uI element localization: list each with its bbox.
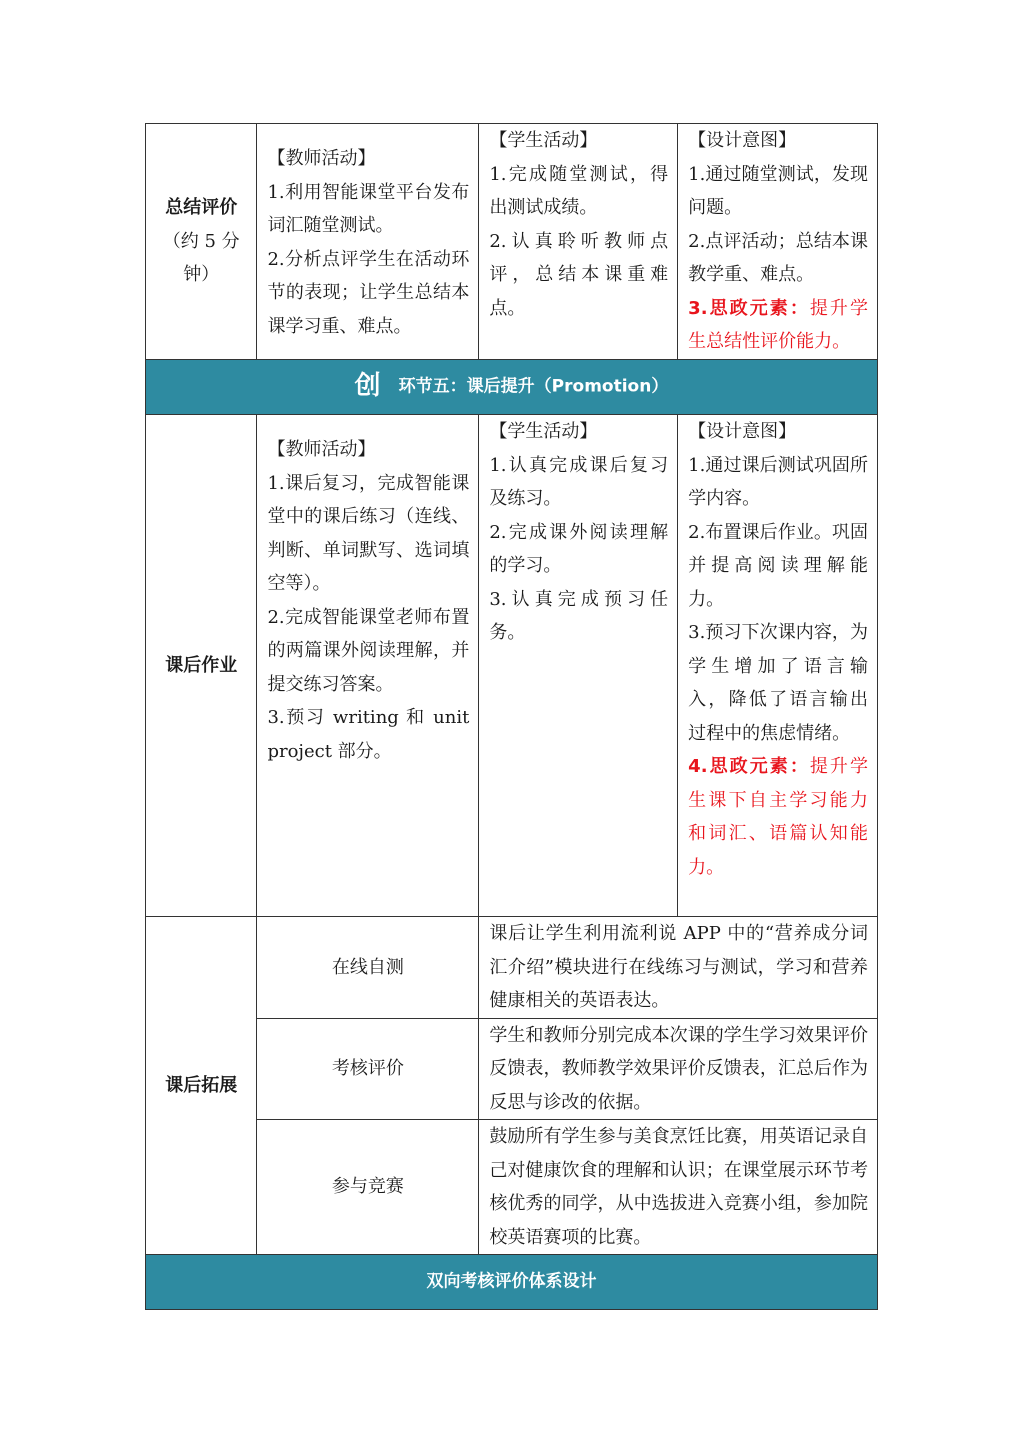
footer-band-cell [146, 1255, 878, 1310]
student-heading: 【学生活动】 [489, 130, 598, 151]
design-item: 3.预习下次课内容，为学生增加了语言输入，降低了语言输出过程中的焦虑情绪。 [688, 622, 868, 744]
ideology-element [688, 292, 868, 359]
extension-text: 课后让学生利用流利说 APP 中的“营养成分词汇介绍”模块进行在线练习与测试，学习和营养健康相关的英语表达。 [479, 917, 878, 1019]
student-item: 2.认真聆听教师点评，总结本课重难点。 [489, 230, 669, 319]
homework-row [146, 415, 878, 917]
student-activity-cell [479, 415, 678, 917]
summary-row [146, 124, 878, 360]
student-item: 2.完成课外阅读理解的学习。 [489, 521, 669, 576]
extension-text: 鼓励所有学生参与美食烹饪比赛，用英语记录自己对健康饮食的理解和认识；在课堂展示环节考核优秀的同学，从中选拔进入竞赛小组，参加院校英语赛项的比赛。 [479, 1120, 878, 1255]
stage-cell [146, 124, 257, 360]
teacher-heading: 【教师活动】 [267, 148, 376, 169]
design-intent-cell [678, 124, 878, 360]
design-item: 2.点评活动；总结本课教学重、难点。 [688, 230, 868, 285]
extension-label: 考核评价 [257, 1018, 479, 1120]
footer-band [146, 1255, 878, 1310]
ideology-text: 提升学生总结性评价能力。 [688, 297, 868, 352]
design-item: 1.通过随堂测试，发现问题。 [688, 163, 868, 218]
student-activity-cell [479, 124, 678, 360]
teacher-item: 2.完成智能课堂老师布置的两篇课外阅读理解，并提交练习答案。 [267, 606, 470, 695]
stage-name: 课后拓展 [165, 1074, 238, 1096]
teacher-heading: 【教师活动】 [267, 439, 376, 460]
design-heading: 【设计意图】 [688, 130, 797, 151]
section-band-cell [146, 360, 878, 415]
ideology-text: 提升学生课下自主学习能力和词汇、语篇认知能力。 [688, 756, 868, 878]
teacher-item: 1.利用智能课堂平台发布词汇随堂测试。 [267, 181, 470, 236]
section-title: 环节五：课后提升（Promotion） [398, 376, 669, 397]
footer-title: 双向考核评价体系设计 [426, 1271, 597, 1292]
extension-label: 参与竞赛 [257, 1120, 479, 1255]
stage-name: 课后作业 [165, 654, 238, 676]
teacher-item: 3.预习 writing 和 unit project 部分。 [267, 707, 470, 762]
student-item: 1.完成随堂测试，得出测试成绩。 [489, 163, 669, 218]
extension-text: 学生和教师分别完成本次课的学生学习效果评价反馈表，教师教学效果评价反馈表，汇总后作为反思与诊改的依据。 [479, 1018, 878, 1120]
stage-cell [146, 415, 257, 917]
teacher-activity-cell [257, 415, 479, 917]
student-heading: 【学生活动】 [489, 421, 598, 442]
extension-label: 在线自测 [257, 917, 479, 1019]
teacher-item: 2.分析点评学生在活动环节的表现；让学生总结本课学习重、难点。 [267, 248, 470, 337]
teacher-activity-cell [257, 124, 479, 360]
section-character: 创 [354, 371, 381, 402]
student-item: 1.认真完成课后复习及练习。 [489, 454, 669, 509]
design-heading: 【设计意图】 [688, 421, 797, 442]
stage-name: 总结评价 [165, 197, 238, 219]
section-band [146, 360, 878, 415]
student-item: 3.认真完成预习任务。 [489, 588, 669, 643]
stage-time: （约 5 分钟） [162, 230, 240, 286]
extension-row [146, 917, 878, 1019]
stage-cell [146, 917, 257, 1255]
ideology-element [688, 750, 868, 884]
design-intent-cell [678, 415, 878, 917]
ideology-label: 3.思政元素： [688, 297, 810, 319]
lesson-plan-table [145, 123, 878, 1310]
teacher-item: 1.课后复习，完成智能课堂中的课后练习（连线、判断、单词默写、选词填空等）。 [267, 472, 470, 594]
design-item: 2.布置课后作业。巩固并提高阅读理解能力。 [688, 521, 868, 610]
ideology-label: 4.思政元素： [688, 756, 810, 777]
design-item: 1.通过课后测试巩固所学内容。 [688, 454, 868, 509]
